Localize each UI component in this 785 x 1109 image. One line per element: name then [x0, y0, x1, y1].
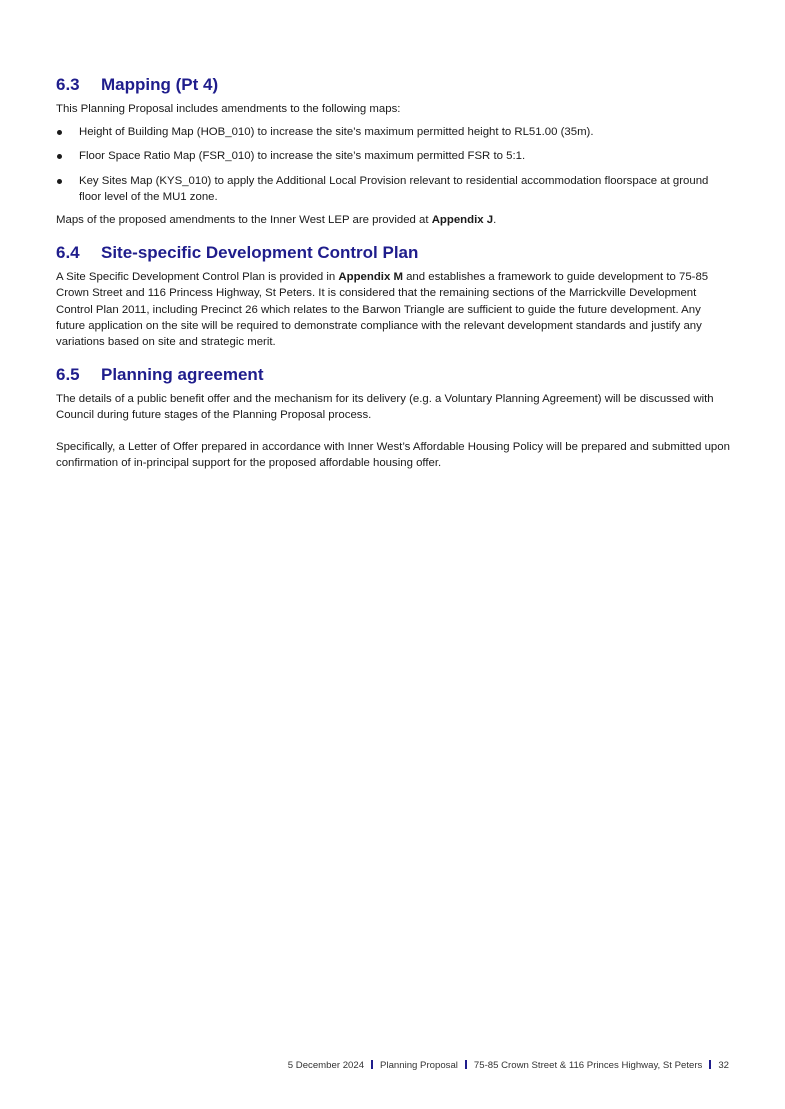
mapping-intro: This Planning Proposal includes amendments to the following maps:: [56, 103, 401, 115]
dcp-text-end: and establishes a framework to guide development to 75-85 Crown Street and 116 Princess Highway, St Peters. It is considered that the remaining sections of the Marrickville Development Control Plan 2011, including Precinct 26 which relates to the Barwon Triangle are sufficient to guide the future development. Any future application on the site will be required to demonstrate compliance with the relevant development standards and justify any variations based on site and strategic merit.: [56, 271, 709, 349]
footer-address: 75-85 Crown Street & 116 Princes Highway, St Peters: [473, 1060, 703, 1071]
bullet-icon: [57, 179, 62, 184]
appendix-j-reference: Appendix J: [431, 214, 494, 227]
list-item: [56, 124, 732, 140]
list-item: [56, 173, 732, 205]
footer-separator: [709, 1060, 711, 1069]
section-6-5-heading: [56, 364, 732, 386]
bullet-icon: [57, 130, 62, 135]
document-page: [56, 74, 732, 471]
footer-document-title: Planning Proposal: [380, 1060, 458, 1071]
section-number: 6.5: [56, 365, 80, 385]
page-number: 32: [718, 1060, 729, 1071]
maps-list: [56, 124, 732, 205]
list-item: [56, 148, 732, 164]
bullet-icon: [57, 154, 62, 159]
list-item-text: Key Sites Map (KYS_010) to apply the Additional Local Provision relevant to residential accommodation floorspace at ground floor level of the MU1 zone.: [79, 174, 709, 203]
maps-text-end: .: [493, 214, 497, 227]
list-item-text: Height of Building Map (HOB_010) to increase the site’s maximum permitted height to RL51.00 (35m).: [79, 126, 594, 139]
footer-date: 5 December 2024: [287, 1060, 365, 1071]
section-title: Site-specific Development Control Plan: [101, 243, 419, 263]
section-6-3-heading: [56, 74, 732, 96]
maps-paragraph: [56, 212, 732, 228]
dcp-paragraph: [56, 269, 732, 350]
section-6-4-heading: [56, 242, 732, 264]
dcp-text: A Site Specific Development Control Plan is provided in: [56, 271, 339, 284]
appendix-m-reference: Appendix M: [338, 271, 403, 284]
section-number: 6.3: [56, 75, 80, 94]
page-footer: [288, 1059, 729, 1073]
list-item-text: Floor Space Ratio Map (FSR_010) to increase the site’s maximum permitted FSR to 5:1.: [79, 150, 526, 163]
maps-text: Maps of the proposed amendments to the Inner West LEP are provided at: [56, 214, 432, 227]
section-title: Planning agreement: [101, 365, 264, 385]
section-number: 6.4: [56, 243, 80, 263]
footer-separator: [465, 1060, 467, 1069]
planning-agreement-paragraph-1: The details of a public benefit offer and the mechanism for its delivery (e.g. a Voluntary Planning Agreement) will be discussed with Council during future stages of the Planning Proposal process.: [56, 393, 714, 422]
footer-separator: [371, 1060, 373, 1069]
section-title: Mapping (Pt 4): [101, 75, 219, 94]
planning-agreement-paragraph-2: Specifically, a Letter of Offer prepared in accordance with Inner West’s Affordable Housing Policy will be prepared and submitted upon confirmation of in-principal support for the proposed affordable housing offer.: [56, 440, 730, 469]
